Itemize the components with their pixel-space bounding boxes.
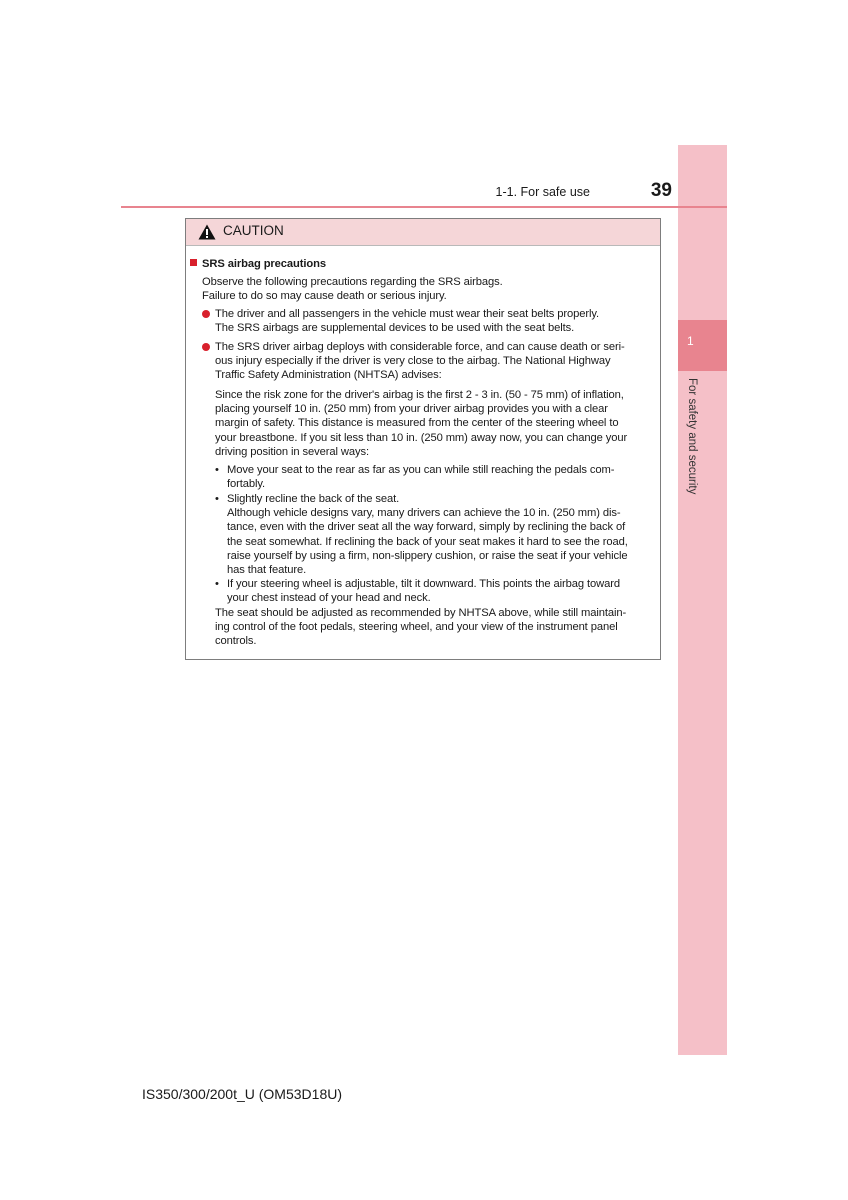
text-line: raise yourself by using a firm, non-slippery cushion, or raise the seat if your vehicle <box>227 549 628 562</box>
heading-text: SRS airbag precautions <box>202 258 327 270</box>
chapter-number: 1 <box>687 334 694 348</box>
text-line: The seat should be adjusted as recommended by NHTSA above, while still maintain- <box>215 607 627 619</box>
chapter-label: For safety and security <box>686 378 698 495</box>
caution-header <box>186 219 660 246</box>
text-line: your breastbone. If you sit less than 10 in. (250 mm) away now, you can change your <box>215 431 628 444</box>
text-line: fortably. <box>227 478 266 491</box>
red-bullet-icon <box>202 310 210 318</box>
header-rule <box>121 206 727 208</box>
dash-text <box>227 463 655 491</box>
text-line: Since the risk zone for the driver's airbag is the first 2 - 3 in. (50 - 75 mm) of inflation, <box>215 389 624 401</box>
text-line: has that feature. <box>227 564 307 577</box>
intro-paragraph <box>202 275 654 303</box>
text-line: The SRS airbags are supplemental devices to be used with the seat belts. <box>215 322 575 335</box>
text-line: margin of safety. This distance is measured from the center of the steering wheel to <box>215 417 619 430</box>
bullet-text <box>215 307 657 335</box>
text-line: tance, even with the driver seat all the way forward, simply by reclining the back of <box>227 521 626 534</box>
page-number: 39 <box>650 180 672 201</box>
section-heading <box>190 257 326 271</box>
dash-text <box>227 492 655 577</box>
text-line: If your steering wheel is adjustable, tilt it downward. This points the airbag toward <box>227 578 621 590</box>
intro-line: Observe the following precautions regarding the SRS airbags. <box>202 276 503 288</box>
intro-line: Failure to do so may cause death or serious injury. <box>202 290 447 303</box>
text-line: Traffic Safety Administration (NHTSA) advises: <box>215 369 442 382</box>
warning-triangle-icon <box>198 224 216 240</box>
chapter-side-tab <box>678 145 727 1055</box>
dot-marker: • <box>215 464 219 476</box>
bullet-text <box>215 340 657 383</box>
text-line: Although vehicle designs vary, many drivers can achieve the 10 in. (250 mm) dis- <box>227 507 621 520</box>
text-line: Move your seat to the rear as far as you can while still reaching the pedals com- <box>227 464 615 476</box>
text-line: The SRS driver airbag deploys with considerable force, and can cause death or seri- <box>215 341 625 353</box>
text-line: Slightly recline the back of the seat. <box>227 493 400 505</box>
caution-title: CAUTION <box>223 223 284 238</box>
text-line: placing yourself 10 in. (250 mm) from your driver airbag provides you with a clear <box>215 403 608 416</box>
footer-model-code: IS350/300/200t_U (OM53D18U) <box>142 1086 342 1102</box>
text-line: The driver and all passengers in the vehicle must wear their seat belts properly. <box>215 308 600 320</box>
dot-marker: • <box>215 493 219 505</box>
chapter-number-tab <box>678 320 727 371</box>
risk-zone-paragraph <box>215 388 655 459</box>
text-line: your chest instead of your head and neck. <box>227 592 431 605</box>
dot-marker: • <box>215 578 219 590</box>
red-bullet-icon <box>202 343 210 351</box>
text-line: the seat somewhat. If reclining the back of your seat makes it hard to see the road, <box>227 535 628 548</box>
section-title: 1-1. For safe use <box>495 185 590 199</box>
text-line: driving position in several ways: <box>215 445 370 458</box>
text-line: ous injury especially if the driver is very close to the airbag. The National Highway <box>215 355 611 368</box>
square-bullet-icon <box>190 259 197 266</box>
text-line: ing control of the foot pedals, steering wheel, and your view of the instrument panel <box>215 621 618 634</box>
text-line: controls. <box>215 635 257 648</box>
dash-text <box>227 577 655 605</box>
closing-paragraph <box>215 606 655 649</box>
caution-box <box>185 218 661 660</box>
